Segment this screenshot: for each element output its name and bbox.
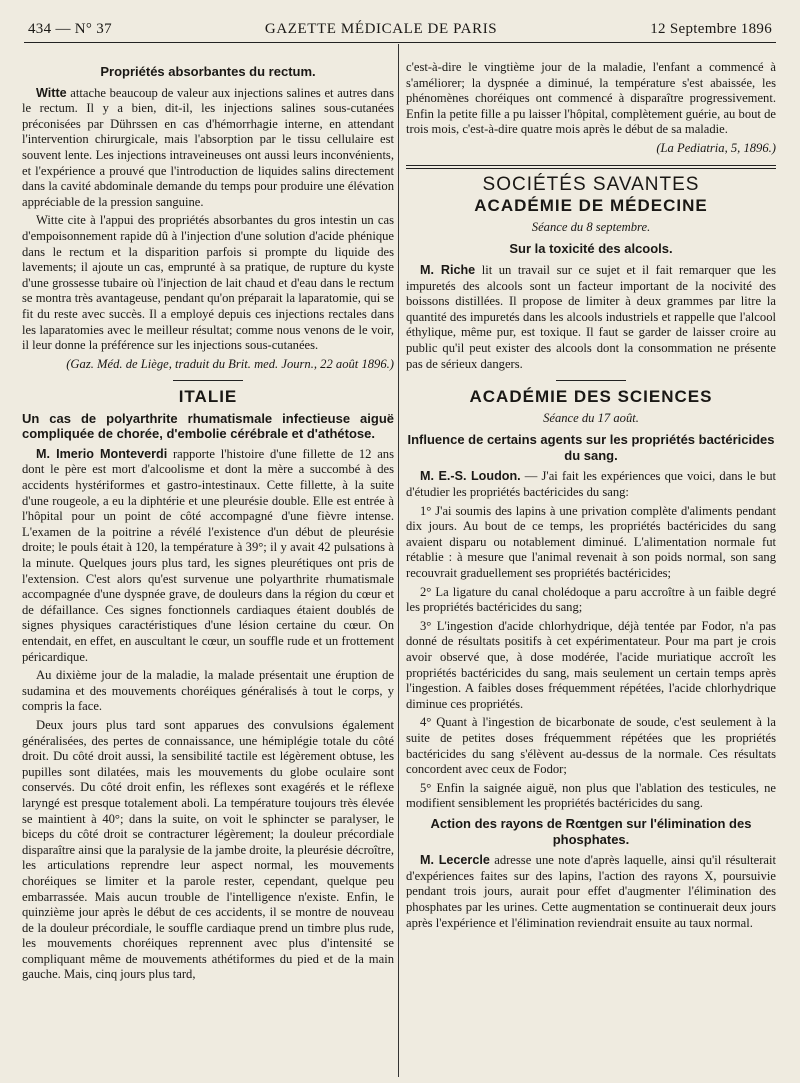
paragraph: M. Imerio Monteverdi rapporte l'histoire d'une fillette de 12 ans dont le père est mort d'alcoolisme et dont la mère a succombé à des accidents hystériformes et gastro-intestinaux. Cette fillette, à la suite d'une rougeole, a eu la diphtérie et une pleurésie double. Elle est entrée à l'hôpital pour un point de côté accompagné d'une fièvre intense. L'examen de la poitrine a révélé l'existence d'un début de pleurésie droite; le pouls était à 120, la température à 39°; il y avait 42 pulsations à la minute. Quelques jours plus tard, les signes pleurétiques ont pris de l'extension. C'est alors qu'est survenue une polyarthrite rhumatismale accompagnée d'une dyspnée grave, de douleurs dans la région du cœur et de défaillance. Ces signes fonctionnels cardiaques étaient doublés de signes physiques caractéristiques d'une lésion certaine du cœur. On entendait, en effet, en auscultant le cœur, un souffle rude et un frottement péricardique. (22, 446, 394, 664)
divider (173, 380, 243, 381)
paragraph: Deux jours plus tard sont apparues des convulsions également généralisées, des pertes de connaissance, une hémiplégie totale du côté droit. Du côté droit aussi, la sensibilité tactile est légèrement obtuse, les pupilles sont dilatées, mais les mouvements du globe oculaire sont conservés. Du côté droit enfin, les réflexes sont exagérés et le réflexe laryngé est presque totalement aboli. La température toujours très élevée se maintient à 40°; dans la suite, on voit le sphincter se paralyser, le biceps du côté droit se contracturer légèrement; la douleur précordiale disparaître ainsi que la paralysie de la jambe droite, la pleurésie décroître, les articulations reprendre leur aspect normal, les mouvements choréiques se limiter et la parole rester, cependant, quelque peu embarrassée. Mais aucun trouble de l'intelligence n'existe. Enfin, le quinzième jour après le début de ces accidents, il se montre de nouveau de la douleur précordiale, le souffle cardiaque prend un timbre plus rude, les mouvements choréiques reprennent avec plus d'intensité se compliquant même de mouvements athétiformes du pied et de la main gauche. Mais, cinq jours plus tard, (22, 717, 394, 982)
left-column (22, 60, 394, 1075)
paragraph: 2° La ligature du canal cholédoque a paru accroître à un faible degré les propriétés bactéricides du sang; (406, 584, 776, 615)
author-name: M. Lecercle (420, 853, 490, 868)
paragraph: 4° Quant à l'ingestion de bicarbonate de soude, c'est seulement à la suite de petites doses fréquemment répétées que les propriétés bactéricides du sang s'élèvent au-dessus de la normale. Ces résultats concordent avec ceux de Fodor; (406, 715, 776, 777)
issue-date: 12 Septembre 1896 (650, 20, 772, 37)
paragraph: Witte cite à l'appui des propriétés absorbantes du gros intestin un cas d'empoisonnement rapide dû à l'injection d'une solution d'acide phénique dans le rectum et la disparition parfois si prompte du liquide des lavements; il ajoute un cas, emprunté à sa pratique, de rupture du kyste d'une grossesse tubaire où l'injection de lait chaud et d'eau dans le rectum se montra très avantageuse, pendant qu'on préparait la laparatomie, qui se fit du reste avec succès. Il a employé depuis ces injections rectales dans les laparatomies avec le meilleur résultat; comme nous venons de le voir, il leur donne la préférence sur les injections sous-cutanées. (22, 213, 394, 353)
article-heading: Action des rayons de Rœntgen sur l'élimination des phosphates. (430, 815, 752, 847)
country-heading: ITALIE (178, 387, 238, 407)
article-heading: Sur la toxicité des alcools. (509, 241, 673, 257)
article-heading: Influence de certains agents sur les propriétés bactéricides du sang. (407, 432, 775, 463)
page-number: 434 — N° 37 (28, 20, 112, 37)
author-name: M. Imerio Monteverdi (36, 446, 168, 461)
session-date: Séance du 8 septembre. (531, 219, 651, 234)
divider (556, 380, 626, 381)
session-date: Séance du 17 août. (543, 410, 639, 425)
paragraph: Witte attache beaucoup de valeur aux injections salines et autres dans le rectum. Il y a bien, dit-il, les injections salines sous-cutanées préconisées par Dührssen en cas d'hémorrhagie interne, en attendant l'intervention chirurgicale, mais l'absorption par le tissu cellulaire est souvent lente. Les injections intraveineuses ont aussi leurs inconvénients, et l'expérience a prouvé que l'introduction de liquides salins directement dans la cavité abdominale demande du temps pour produire une élévation appréciable de la pression sanguine. (22, 85, 394, 209)
author-name: M. E.-S. Loudon. (420, 469, 521, 484)
academy-heading: ACADÉMIE DE MÉDECINE (474, 196, 708, 216)
paragraph: 5° Enfin la saignée aiguë, non plus que l'ablation des testicules, ne modifient sensiblement les propriétés bactéricides du sang. (406, 780, 776, 811)
journal-title: GAZETTE MÉDICALE DE PARIS (264, 20, 498, 37)
right-column (406, 60, 776, 1075)
author-name: M. Riche (420, 262, 476, 277)
section-title: SOCIÉTÉS SAVANTES (482, 173, 700, 195)
paragraph: Au dixième jour de la maladie, la malade présentait une éruption de sudamina et des mouvements choréiques généralisés à tout le corps, y compris la face. (22, 668, 394, 714)
section-heading: Propriétés absorbantes du rectum. (100, 64, 316, 79)
section-divider (406, 165, 776, 169)
citation: (La Pediatria, 5, 1896.) (656, 140, 776, 155)
column-separator (398, 44, 399, 1077)
author-name: Witte (36, 85, 67, 100)
paragraph: c'est-à-dire le vingtième jour de la maladie, l'enfant a commencé à s'améliorer; la dyspnée a diminué, la température s'est abaissée, les phénomènes choréiques ont commencé à disparaître progressivement. Enfin la petite fille a pu laisser l'hôpital, complètement guérie, au bout de trois mois, c'est-à-dire quatre mois après le début de sa maladie. (406, 60, 776, 137)
paragraph: 3° L'ingestion d'acide chlorhydrique, déjà tentée par Fodor, n'a pas donné de résultats positifs à cet expérimentateur. Pour ma part je crois avoir observé que, à dose modérée, l'acide muriatique accroît les propriétés bactéricides du sang, mais seulement un certain temps après l'ingestion. A faibles doses fréquemment répétées, l'acide chlorhydrique diminue ces propriétés. (406, 618, 776, 711)
citation: (Gaz. Méd. de Liège, traduit du Brit. med. Journ., 22 août 1896.) (66, 356, 394, 371)
paragraph: 1° J'ai soumis des lapins à une privation complète d'aliments pendant dix jours. Au bout de ce temps, les propriétés bactéricides du sang avaient disparu ou notablement diminué. L'alimentation normale fut rétablie : à mesure que l'animal revenait à son poids normal, son sang recouvrait graduellement ses propriétés bactéricides; (406, 503, 776, 581)
academy-heading: ACADÉMIE DES SCIENCES (469, 387, 713, 407)
header-rule (24, 42, 776, 43)
paragraph: M. Lecercle adresse une note d'après laquelle, ainsi qu'il résulterait d'expériences faites sur des lapins, l'action des rayons X, poursuivie pendant trois jours, aurait pour effet d'augmenter l'élimination des phosphates par les urines. Cette augmentation se continuerait deux jours après l'expérience et l'élimination reviendrait ensuite au taux normal. (406, 853, 776, 930)
paragraph: M. E.-S. Loudon. — J'ai fait les expériences que voici, dans le but d'étudier les propriétés bactéricides du sang: (406, 469, 776, 500)
page-header (28, 16, 772, 42)
paragraph: M. Riche lit un travail sur ce sujet et il fait remarquer que les impuretés des alcools sont un facteur important de la nocivité des boissons distillées. Il propose de limiter à deux grammes par litre la quantité des impuretés dans les alcools industriels et rappelle que l'alcool éthylique, même pur, est toxique. Il faut se garder de laisser croire au public qu'il peut exister des alcools dont la consommation ne présente pas de sérieux dangers. (406, 262, 776, 371)
article-heading: Un cas de polyarthrite rhumatismale infectieuse aiguë compliquée de chorée, d'embolie cérébrale et d'athétose. (22, 410, 394, 441)
